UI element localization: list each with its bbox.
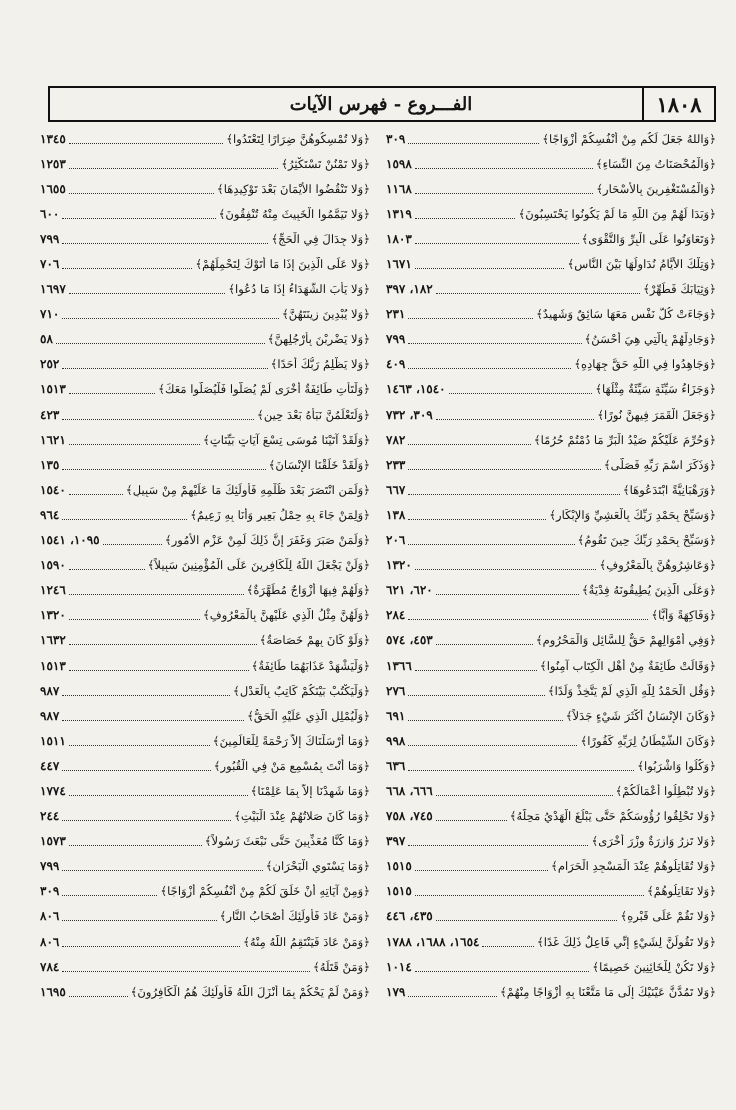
index-entry bbox=[40, 176, 370, 201]
verse-text: ﴿وَلا تُبْطِلُوا أَعْمَالَكُمْ﴾ bbox=[615, 783, 716, 798]
index-entry bbox=[40, 377, 370, 402]
verse-text: ﴿وَلَهُمْ فِيهَا أَزْوَاجٌ مُطَهَّرَةٌ﴾ bbox=[246, 583, 370, 598]
dot-leader bbox=[436, 418, 595, 420]
page-references: ٧٩٩ bbox=[40, 231, 60, 246]
page-references: ٤٤٧ bbox=[40, 758, 60, 773]
dot-leader bbox=[415, 894, 644, 896]
index-entry bbox=[40, 528, 370, 553]
verse-text: ﴿وَقُلِ الْحَمْدُ لِلَّهِ الَّذِي لَمْ يَتَّخِذْ وَلَدًا﴾ bbox=[547, 683, 716, 698]
verse-text: ﴿وَلا يَأْبَ الشُّهَدَاءُ إِذَا مَا دُعُوا﴾ bbox=[228, 282, 370, 297]
verse-text: ﴿وَلا تُمْسِكُوهُنَّ ضِرَارًا لِتَعْتَدُوا﴾ bbox=[226, 131, 370, 146]
page-references: ١١٦٨ bbox=[386, 181, 412, 196]
index-entry bbox=[40, 778, 370, 803]
index-entry bbox=[40, 302, 370, 327]
dot-leader bbox=[62, 468, 265, 470]
dot-leader bbox=[408, 844, 588, 846]
dot-leader bbox=[482, 945, 533, 947]
page-references: ١٦٣٢ bbox=[40, 633, 66, 648]
verse-text: ﴿وَلَتَعْلَمُنَّ نَبَأَهُ بَعْدَ حِينٍ﴾ bbox=[257, 407, 370, 422]
page-references: ١٥٩٠ bbox=[40, 558, 66, 573]
verse-text: ﴿وَحُرِّمَ عَلَيْكُمْ صَيْدُ الْبَرِّ مَا دُمْتُمْ حُرُمًا﴾ bbox=[533, 432, 716, 447]
index-entry bbox=[386, 929, 716, 954]
index-entry bbox=[40, 402, 370, 427]
dot-leader bbox=[62, 242, 268, 244]
page-references: ١٥١٣ bbox=[40, 658, 66, 673]
index-entry bbox=[386, 628, 716, 653]
page-references: ٨٠٦ bbox=[40, 934, 60, 949]
dot-leader bbox=[436, 643, 533, 645]
dot-leader bbox=[62, 819, 231, 821]
dot-leader bbox=[62, 317, 279, 319]
page-references: ٦٠٠ bbox=[40, 206, 60, 221]
dot-leader bbox=[69, 568, 145, 570]
verse-text: ﴿وَجَاهِدُوا فِي اللَّهِ حَقَّ جِهَادِهِ﴾ bbox=[574, 357, 716, 372]
page-references: ١٥٤٠، ١٤٦٣ bbox=[386, 382, 446, 397]
page-references: ١٦٧١ bbox=[386, 257, 412, 272]
index-entry bbox=[386, 954, 716, 979]
dot-leader bbox=[69, 593, 244, 595]
page-references: ٣٠٩ bbox=[40, 884, 60, 899]
dot-leader bbox=[408, 493, 620, 495]
page-references: ٧٩٩ bbox=[40, 859, 60, 874]
verse-text: ﴿وَلْيَكْتُبْ بَيْنَكُمْ كَاتِبٌ بِالْعَدْلِ﴾ bbox=[233, 683, 370, 698]
verse-text: ﴿وَذَكَرَ اسْمَ رَبِّهِ فَصَلَّى﴾ bbox=[603, 457, 716, 472]
page-references: ٢٧٦ bbox=[386, 683, 406, 698]
verse-text: ﴿وَرَهْبَانِيَّةً ابْتَدَعُوهَا﴾ bbox=[622, 482, 716, 497]
dot-leader bbox=[415, 568, 597, 570]
index-entry bbox=[386, 753, 716, 778]
dot-leader bbox=[408, 618, 648, 620]
dot-leader bbox=[415, 217, 516, 219]
dot-leader bbox=[62, 418, 254, 420]
page-references: ١٥١٥ bbox=[386, 884, 412, 899]
verse-text: ﴿وَمَا شَهِدْنَا إِلاَّ بِمَا عَلِمْنَا﴾ bbox=[250, 783, 370, 798]
index-entry bbox=[40, 502, 370, 527]
dot-leader bbox=[408, 744, 577, 746]
page-references: ١٣١٩ bbox=[386, 206, 412, 221]
verse-text: ﴿وَلا تَحْلِقُوا رُؤُوسَكُمْ حَتَّى يَبْلُغَ الْهَدْيُ مَحِلَّهُ﴾ bbox=[509, 809, 716, 824]
index-entry bbox=[40, 929, 370, 954]
dot-leader bbox=[408, 317, 533, 319]
page-references: ٢٠٦ bbox=[386, 533, 406, 548]
index-entry bbox=[40, 829, 370, 854]
verse-text: ﴿وَلا تَكُنْ لِلْخَائِنِينَ خَصِيمًا﴾ bbox=[592, 959, 716, 974]
verse-text: ﴿وَكُلُوا وَاشْرَبُوا﴾ bbox=[637, 758, 716, 773]
index-entry bbox=[386, 553, 716, 578]
dot-leader bbox=[62, 719, 244, 721]
verse-text: ﴿وَلا يَضْرِبْنَ بِأَرْجُلِهِنَّ﴾ bbox=[267, 332, 370, 347]
verse-text: ﴿وَلَمَنْ صَبَرَ وَغَفَرَ إِنَّ ذَلِكَ لَمِنْ عَزْمِ الأُمُورِ﴾ bbox=[164, 533, 370, 548]
page-references: ٢٥٢ bbox=[40, 357, 60, 372]
page-references: ١٨٢، ٣٩٧ bbox=[386, 282, 433, 297]
page-references: ٢٣٣ bbox=[386, 457, 406, 472]
page-references: ١٣٦٦ bbox=[386, 658, 412, 673]
page-references: ١٠٩٥، ١٥٤١ bbox=[40, 533, 100, 548]
index-entry bbox=[386, 302, 716, 327]
verse-text: ﴿وَمَنْ لَمْ يَحْكُمْ بِمَا أَنْزَلَ اللَّهُ فَأُولَئِكَ هُمُ الْكَافِرُونَ﴾ bbox=[130, 984, 370, 999]
index-entry bbox=[386, 703, 716, 728]
index-entry bbox=[386, 854, 716, 879]
dot-leader bbox=[408, 367, 571, 369]
dot-leader bbox=[408, 769, 634, 771]
index-entry bbox=[40, 854, 370, 879]
index-entry bbox=[386, 352, 716, 377]
verse-text: ﴿وَلا يَظْلِمُ رَبُّكَ أَحَدًا﴾ bbox=[270, 357, 370, 372]
dot-leader bbox=[436, 292, 640, 294]
verse-text: ﴿وَكَانَ الإِنْسَانُ أَكْثَرَ شَيْءٍ جَدَلاً﴾ bbox=[565, 708, 716, 723]
page-references: ٣٩٧ bbox=[386, 834, 406, 849]
index-entry bbox=[386, 804, 716, 829]
dot-leader bbox=[69, 493, 123, 495]
index-entry bbox=[386, 528, 716, 553]
page-references: ١٧٩ bbox=[386, 984, 406, 999]
verse-text: ﴿وَلا عَلَى الَّذِينَ إِذَا مَا أَتَوْكَ لِتَحْمِلَهُمْ﴾ bbox=[195, 257, 370, 272]
index-entry bbox=[386, 678, 716, 703]
page-references: ١٦٢١ bbox=[40, 432, 66, 447]
index-entry bbox=[386, 277, 716, 302]
page-references: ٨٠٦ bbox=[40, 909, 60, 924]
dot-leader bbox=[62, 267, 192, 269]
page-references: ١٢٥٣ bbox=[40, 156, 66, 171]
dot-leader bbox=[69, 744, 210, 746]
verse-text: ﴿وَلْتَأْتِ طَائِفَةٌ أُخْرَى لَمْ يُصَلُّوا فَلْيُصَلُّوا مَعَكَ﴾ bbox=[158, 382, 370, 397]
page-references: ٣٠٩ bbox=[386, 131, 406, 146]
page-references: ٦٢٠، ٦٢١ bbox=[386, 583, 433, 598]
index-entry bbox=[40, 753, 370, 778]
dot-leader bbox=[69, 669, 249, 671]
verse-text: ﴿وَلَهُنَّ مِثْلُ الَّذِي عَلَيْهِنَّ بِالْمَعْرُوفِ﴾ bbox=[202, 608, 370, 623]
index-entry bbox=[386, 879, 716, 904]
page-references: ١٦٥٥ bbox=[40, 181, 66, 196]
page-references: ١٥٧٣ bbox=[40, 834, 66, 849]
verse-text: ﴿وَلا تَمُدَّنَّ عَيْنَيْكَ إِلَى مَا مَتَّعْنَا بِهِ أَزْوَاجًا مِنْهُمْ﴾ bbox=[499, 984, 716, 999]
page-references: ٦٦٧ bbox=[386, 482, 406, 497]
right-column bbox=[386, 126, 716, 1004]
dot-leader bbox=[415, 869, 548, 871]
page-references: ١٢٤٦ bbox=[40, 583, 66, 598]
dot-leader bbox=[103, 543, 162, 545]
index-entry bbox=[386, 226, 716, 251]
verse-text: ﴿وَفِي أَمْوَالِهِمْ حَقٌّ لِلسَّائِلِ وَالْمَحْرُومِ﴾ bbox=[535, 633, 716, 648]
index-entry bbox=[40, 578, 370, 603]
index-entry bbox=[386, 251, 716, 276]
verse-text: ﴿وَمَا كَانَ صَلاتُهُمْ عِنْدَ الْبَيْتِ﴾ bbox=[234, 809, 370, 824]
page-references: ٤٣٥، ٤٤٦ bbox=[386, 909, 433, 924]
verse-text: ﴿وَلا تَقُمْ عَلَى قَبْرِهِ﴾ bbox=[620, 909, 716, 924]
page-header bbox=[48, 86, 716, 122]
index-entry bbox=[386, 377, 716, 402]
verse-text: ﴿وَعَلَى الَّذِينَ يُطِيقُونَهُ فِدْيَةٌ﴾ bbox=[581, 583, 716, 598]
page-references: ١٣٤٥ bbox=[40, 131, 66, 146]
index-entry bbox=[386, 176, 716, 201]
dot-leader bbox=[408, 995, 497, 997]
page-references: ٦٩١ bbox=[386, 708, 406, 723]
verse-text: ﴿وَلا تَنْقُضُوا الأَيْمَانَ بَعْدَ تَوْكِيدِهَا﴾ bbox=[216, 181, 370, 196]
dot-leader bbox=[415, 970, 590, 972]
verse-text: ﴿وَقَالَتْ طَائِفَةٌ مِنْ أَهْلِ الْكِتَابِ آمِنُوا﴾ bbox=[539, 658, 716, 673]
verse-text: ﴿وَلا تَقَاتِلُوهُمْ﴾ bbox=[647, 884, 716, 899]
index-entry bbox=[40, 628, 370, 653]
page-references: ٢٣١ bbox=[386, 307, 406, 322]
page-references: ٦٦٦، ٦٦٨ bbox=[386, 783, 433, 798]
page-references: ٧٨٢ bbox=[386, 432, 406, 447]
index-entry bbox=[386, 327, 716, 352]
verse-text: ﴿وَالْمُسْتَغْفِرِينَ بِالأَسْحَارِ﴾ bbox=[596, 181, 716, 196]
verse-text: ﴿وَلَوْ كَانَ بِهِمْ خَصَاصَةٌ﴾ bbox=[259, 633, 370, 648]
dot-leader bbox=[62, 970, 310, 972]
page-references: ١٧٧٤ bbox=[40, 783, 66, 798]
page-references: ٧٠٦ bbox=[40, 257, 60, 272]
index-entry bbox=[40, 427, 370, 452]
index-entry bbox=[40, 477, 370, 502]
verse-text: ﴿وَمَا أَنْتَ بِمُسْمِعٍ مَنْ فِي الْقُبُورِ﴾ bbox=[213, 758, 370, 773]
index-entry bbox=[386, 427, 716, 452]
page-references: ٦٣٦ bbox=[386, 758, 406, 773]
index-entry bbox=[40, 703, 370, 728]
page-references: ١٥١٥ bbox=[386, 859, 412, 874]
dot-leader bbox=[62, 367, 267, 369]
page-references: ٩٦٤ bbox=[40, 507, 60, 522]
index-entry bbox=[40, 653, 370, 678]
page-references: ٣٠٩، ٧٣٢ bbox=[386, 407, 433, 422]
dot-leader bbox=[62, 217, 215, 219]
page-references: ١٥٩٨ bbox=[386, 156, 412, 171]
dot-leader bbox=[415, 192, 593, 194]
index-entry bbox=[40, 151, 370, 176]
page-references: ٩٨٧ bbox=[40, 708, 60, 723]
index-entry bbox=[40, 201, 370, 226]
page-references: ١٦٩٥ bbox=[40, 984, 66, 999]
dot-leader bbox=[69, 167, 278, 169]
index-entry bbox=[386, 151, 716, 176]
index-entry bbox=[40, 251, 370, 276]
index-entry bbox=[386, 653, 716, 678]
verse-text: ﴿وَمَنْ قَتَلَهُ﴾ bbox=[312, 959, 370, 974]
dot-leader bbox=[69, 643, 257, 645]
dot-leader bbox=[62, 869, 262, 871]
index-entry bbox=[386, 778, 716, 803]
page-references: ٩٩٨ bbox=[386, 733, 406, 748]
index-entry bbox=[386, 904, 716, 929]
dot-leader bbox=[408, 543, 574, 545]
verse-text: ﴿وَلَقَدْ خَلَقْنَا الإِنْسَانَ﴾ bbox=[268, 457, 370, 472]
index-entry bbox=[386, 728, 716, 753]
page-references: ٥٨ bbox=[40, 332, 53, 347]
dot-leader bbox=[69, 142, 223, 144]
page-references: ٧٤٥، ٧٥٨ bbox=[386, 809, 433, 824]
dot-leader bbox=[69, 392, 155, 394]
verse-text: ﴿وَثِيَابَكَ فَطَهِّرْ﴾ bbox=[643, 282, 716, 297]
page-references: ١٦٥٤، ١٦٨٨، ١٧٨٨ bbox=[386, 934, 480, 949]
dot-leader bbox=[62, 518, 187, 520]
dot-leader bbox=[436, 819, 507, 821]
index-entry bbox=[40, 879, 370, 904]
verse-text: ﴿وَتَعَاوَنُوا عَلَى الْبِرِّ وَالتَّقْوَى﴾ bbox=[581, 231, 716, 246]
dot-leader bbox=[415, 242, 579, 244]
dot-leader bbox=[415, 167, 593, 169]
page-references: ١٦٩٧ bbox=[40, 282, 66, 297]
page-references: ١٥١٣ bbox=[40, 382, 66, 397]
index-entry bbox=[386, 452, 716, 477]
page-references: ١٥١١ bbox=[40, 733, 66, 748]
dot-leader bbox=[436, 593, 579, 595]
index-entry bbox=[386, 502, 716, 527]
verse-text: ﴿وَسَبِّحْ بِحَمْدِ رَبِّكَ بِالْعَشِيِّ وَالإِبْكَارِ﴾ bbox=[549, 507, 716, 522]
verse-text: ﴿وَمَا كُنَّا مُعَذِّبِينَ حَتَّى نَبْعَثَ رَسُولاً﴾ bbox=[204, 834, 370, 849]
verse-text: ﴿وَمِنْ آيَاتِهِ أَنْ خَلَقَ لَكُمْ مِنْ أَنْفُسِكُمْ أَزْوَاجًا﴾ bbox=[160, 884, 370, 899]
verse-text: ﴿وَلا تَمْنُنْ تَسْتَكْثِرُ﴾ bbox=[281, 156, 370, 171]
verse-text: ﴿وَمَنْ عَادَ فَيَنْتَقِمُ اللَّهُ مِنْهُ﴾ bbox=[243, 934, 370, 949]
dot-leader bbox=[69, 618, 200, 620]
index-entry bbox=[40, 452, 370, 477]
dot-leader bbox=[69, 995, 128, 997]
dot-leader bbox=[436, 794, 613, 796]
verse-text: ﴿وَاللهُ جَعَلَ لَكُم مِنْ أَنْفُسِكُمْ أَزْوَاجًا﴾ bbox=[542, 131, 716, 146]
index-entry bbox=[386, 126, 716, 151]
verse-text: ﴿وَمَنْ عَادَ فَأُولَئِكَ أَصْحَابُ النَّارِ﴾ bbox=[219, 909, 370, 924]
dot-leader bbox=[436, 919, 618, 921]
index-entry bbox=[40, 603, 370, 628]
page-references: ١٠١٤ bbox=[386, 959, 412, 974]
page-references: ٢٤٤ bbox=[40, 809, 60, 824]
verse-text: ﴿وَلَنْ يَجْعَلَ اللَّهُ لِلْكَافِرِينَ عَلَى الْمُؤْمِنِينَ سَبِيلاً﴾ bbox=[147, 558, 370, 573]
verse-text: ﴿وَلِمَنْ جَاءَ بِهِ حِمْلُ بَعِيرٍ وَأَنَا بِهِ زَعِيمٌ﴾ bbox=[190, 507, 370, 522]
dot-leader bbox=[408, 443, 531, 445]
verse-text: ﴿وَلا جِدَالَ فِي الْحَجِّ﴾ bbox=[271, 231, 370, 246]
left-column bbox=[40, 126, 370, 1004]
dot-leader bbox=[408, 142, 539, 144]
page-references: ١٥٤٠ bbox=[40, 482, 66, 497]
verse-text: ﴿وَمَا أَرْسَلْنَاكَ إِلاَّ رَحْمَةً لِلْعَالَمِينَ﴾ bbox=[212, 733, 370, 748]
page-references: ١٣٨ bbox=[386, 507, 406, 522]
verse-text: ﴿وَلا تُقَاتِلُوهُمْ عِنْدَ الْمَسْجِدِ الْحَرَامِ﴾ bbox=[551, 859, 716, 874]
verse-text: ﴿وَلا يُبْدِينَ زِينَتَهُنَّ﴾ bbox=[281, 307, 370, 322]
dot-leader bbox=[69, 844, 202, 846]
verse-text: ﴿وَلَقَدْ آتَيْنَا مُوسَى تِسْعَ آيَاتٍ بَيِّنَاتٍ﴾ bbox=[203, 432, 370, 447]
index-entry bbox=[386, 979, 716, 1004]
verse-text: ﴿وَجَزَاءُ سَيِّئَةٍ سَيِّئَةٌ مِثْلُهَا﴾ bbox=[595, 382, 716, 397]
index-entry bbox=[386, 603, 716, 628]
index-entry bbox=[386, 578, 716, 603]
dot-leader bbox=[62, 945, 240, 947]
index-entry bbox=[40, 327, 370, 352]
page-references: ٤٠٩ bbox=[386, 357, 406, 372]
index-entry bbox=[40, 904, 370, 929]
index-entry bbox=[40, 954, 370, 979]
index-entry bbox=[40, 979, 370, 1004]
verse-text: ﴿وَمَا يَسْتَوِي الْبَحْرَانِ﴾ bbox=[265, 859, 370, 874]
page-references: ١٨٠٣ bbox=[386, 231, 412, 246]
verse-text: ﴿وَالْمُحْصَنَاتُ مِنَ النِّسَاءِ﴾ bbox=[595, 156, 716, 171]
page-references: ١٣٢٠ bbox=[386, 558, 412, 573]
verse-text: ﴿وَكَانَ الشَّيْطَانُ لِرَبِّهِ كَفُورًا﴾ bbox=[580, 733, 716, 748]
dot-leader bbox=[408, 694, 545, 696]
page-references: ١٣٥ bbox=[40, 457, 60, 472]
verse-text: ﴿وَلَمَنِ انْتَصَرَ بَعْدَ ظُلْمِهِ فَأُولَئِكَ مَا عَلَيْهِمْ مِنْ سَبِيلٍ﴾ bbox=[125, 482, 370, 497]
index-entry bbox=[40, 352, 370, 377]
dot-leader bbox=[69, 443, 200, 445]
page-references: ١٣٢٠ bbox=[40, 608, 66, 623]
dot-leader bbox=[62, 919, 216, 921]
dot-leader bbox=[69, 794, 248, 796]
verse-text: ﴿وَجَاءَتْ كُلُّ نَفْسٍ مَعَهَا سَائِقٌ وَشَهِيدٌ﴾ bbox=[536, 307, 716, 322]
page-title: الفـــروع - فهرس الآيات bbox=[289, 93, 473, 115]
dot-leader bbox=[408, 719, 562, 721]
dot-leader bbox=[408, 468, 601, 470]
page-references: ٢٨٤ bbox=[386, 608, 406, 623]
page-references: ٧٨٤ bbox=[40, 959, 60, 974]
dot-leader bbox=[415, 267, 565, 269]
dot-leader bbox=[449, 392, 593, 394]
verse-text: ﴿وَعَاشِرُوهُنَّ بِالْمَعْرُوفِ﴾ bbox=[599, 558, 716, 573]
verse-text: ﴿وَجَادِلْهُمْ بِالَّتِي هِيَ أَحْسَنُ﴾ bbox=[584, 332, 716, 347]
verse-text: ﴿وَلْيَشْهَدْ عَذَابَهُمَا طَائِفَةٌ﴾ bbox=[251, 658, 370, 673]
dot-leader bbox=[69, 192, 214, 194]
page-references: ٧١٠ bbox=[40, 307, 60, 322]
verse-text: ﴿وَلا تَيَمَّمُوا الْخَبِيثَ مِنْهُ تُنْفِقُونَ﴾ bbox=[218, 206, 370, 221]
index-entry bbox=[386, 829, 716, 854]
verse-text: ﴿وَفَاكِهَةً وَأَبًّا﴾ bbox=[651, 608, 716, 623]
verse-text: ﴿وَسَبِّحْ بِحَمْدِ رَبِّكَ حِينَ تَقُومُ﴾ bbox=[577, 533, 716, 548]
index-entry bbox=[40, 126, 370, 151]
dot-leader bbox=[69, 292, 225, 294]
verse-text: ﴿وَلا تَزِرُ وَازِرَةٌ وِزْرَ أُخْرَى﴾ bbox=[591, 834, 716, 849]
index-entry bbox=[40, 226, 370, 251]
page-number: ١٨٠٨ bbox=[642, 88, 714, 120]
dot-leader bbox=[62, 894, 157, 896]
dot-leader bbox=[56, 342, 265, 344]
page-references: ٧٩٩ bbox=[386, 332, 406, 347]
dot-leader bbox=[415, 669, 537, 671]
page-references: ٤٢٣ bbox=[40, 407, 60, 422]
index-entry bbox=[386, 201, 716, 226]
index-entry bbox=[40, 553, 370, 578]
dot-leader bbox=[62, 769, 210, 771]
index-entry bbox=[40, 678, 370, 703]
dot-leader bbox=[408, 342, 581, 344]
page-references: ٤٥٣، ٥٧٤ bbox=[386, 633, 433, 648]
dot-leader bbox=[62, 694, 230, 696]
verse-text: ﴿وَجَعَلَ الْقَمَرَ فِيهِنَّ نُورًا﴾ bbox=[597, 407, 716, 422]
page-references: ٩٨٧ bbox=[40, 683, 60, 698]
index-entry bbox=[386, 402, 716, 427]
verse-text: ﴿وَلْيُمْلِلِ الَّذِي عَلَيْهِ الْحَقُّ﴾ bbox=[247, 708, 370, 723]
verse-text: ﴿وَبَدَا لَهُمْ مِنَ اللَّهِ مَا لَمْ يَكُونُوا يَحْتَسِبُونَ﴾ bbox=[518, 206, 716, 221]
dot-leader bbox=[408, 518, 546, 520]
index-entry bbox=[40, 728, 370, 753]
verse-text: ﴿وَتِلْكَ الأَيَّامُ نُدَاوِلُهَا بَيْنَ النَّاسِ﴾ bbox=[567, 257, 716, 272]
index-entry bbox=[386, 477, 716, 502]
index-entry bbox=[40, 804, 370, 829]
index-entry bbox=[40, 277, 370, 302]
verse-text: ﴿وَلا تَقُولَنَّ لِشَيْءٍ إِنِّي فَاعِلٌ ذَلِكَ غَدًا﴾ bbox=[536, 934, 716, 949]
